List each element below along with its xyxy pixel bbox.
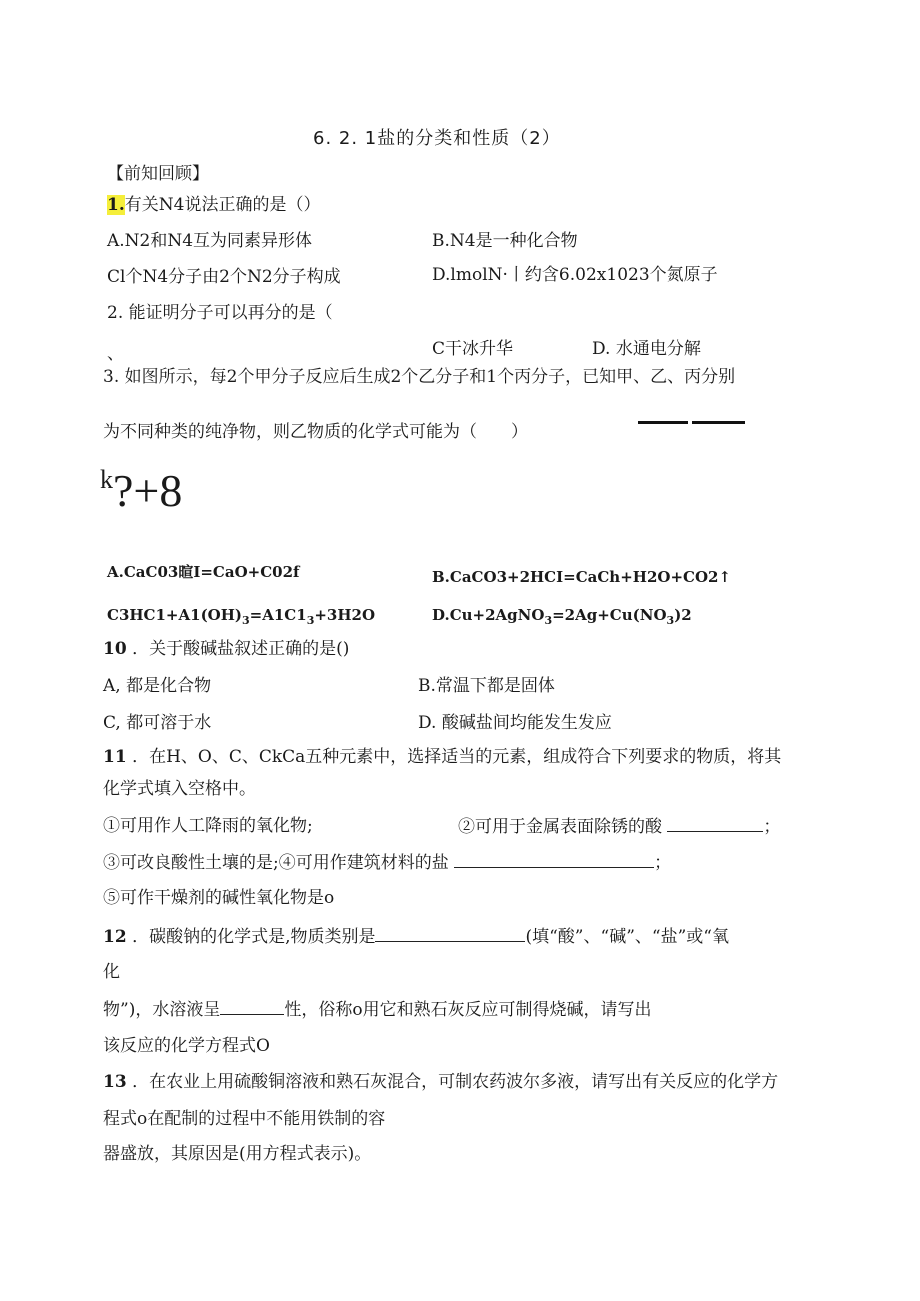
question-2-option-c: C干冰升华 bbox=[432, 339, 514, 359]
question-13-stem-line3: 器盛放，其原因是(用方程式表示)。 bbox=[103, 1144, 372, 1164]
question-12-text-end: (填“酸”、“碱”、“盐”或“氧 bbox=[525, 927, 729, 947]
question-10-option-a: A, 都是化合物 bbox=[103, 676, 212, 696]
option-d-main: D.Cu+2AgNO bbox=[432, 606, 545, 624]
question-10-option-b: B.常温下都是固体 bbox=[418, 676, 555, 696]
item-3-end: ； bbox=[654, 853, 672, 873]
question-2-option-d: D. 水通电分解 bbox=[592, 339, 701, 359]
question-12-text: ．碳酸钠的化学式是,物质类别是 bbox=[132, 927, 376, 947]
reaction-figure-text: ?+8 bbox=[113, 465, 183, 516]
q12-blank-category[interactable] bbox=[375, 925, 525, 942]
question-11-number: 11 bbox=[103, 747, 127, 767]
item-2-end: ； bbox=[763, 817, 781, 837]
question-3-option-d bbox=[432, 604, 692, 632]
question-3-option-b: B.CaCO3+2HCI=CaCh+H2O+CO2↑ bbox=[432, 568, 732, 586]
question-2-stem: 2. 能证明分子可以再分的是（ bbox=[107, 303, 333, 323]
page-title: 6. 2. 1盐的分类和性质（2） bbox=[313, 128, 561, 149]
option-c-main: C3HC1+A1(OH) bbox=[107, 606, 242, 624]
question-11-item-2 bbox=[458, 815, 780, 838]
question-10-stem bbox=[103, 638, 349, 660]
question-1-option-c: Cl个N4分子由2个N2分子构成 bbox=[107, 267, 341, 287]
question-3-option-c bbox=[107, 604, 375, 632]
question-11-item-1: ①可用作人工降雨的氧化物; bbox=[103, 816, 313, 836]
question-2-option-a: 、 bbox=[107, 344, 124, 364]
question-13-stem-line1 bbox=[103, 1071, 778, 1093]
question-11-item-5: ⑤可作干燥剂的碱性氧化物是o bbox=[103, 888, 335, 908]
question-11-text: ．在H、O、C、CkCa五种元素中，选择适当的元素，组成符合下列要求的物质，将其 bbox=[132, 747, 782, 767]
q12-line3-a: 物”)，水溶液呈 bbox=[103, 1000, 221, 1020]
question-10-text: ．关于酸碱盐叙述正确的是() bbox=[132, 639, 350, 659]
reaction-figure-sup: k bbox=[100, 465, 113, 494]
option-c-sub2: 3 bbox=[306, 614, 315, 627]
section-heading: 【前知回顾】 bbox=[107, 164, 209, 184]
reaction-figure bbox=[100, 455, 182, 516]
option-d-sub2: 3 bbox=[666, 614, 675, 627]
item-2-text: ②可用于金属表面除锈的酸 bbox=[458, 817, 662, 837]
item-3-text: ③可改良酸性土壤的是;④可用作建筑材料的盐 bbox=[103, 853, 449, 873]
option-d-mid: =2Ag+Cu(NO bbox=[552, 606, 667, 624]
question-12-line3 bbox=[103, 998, 652, 1021]
question-12-line4: 该反应的化学方程式O bbox=[103, 1036, 270, 1056]
question-12-stem-line1 bbox=[103, 925, 729, 948]
figure-dash-right bbox=[692, 421, 745, 424]
question-13-stem-line2: 程式o在配制的过程中不能用铁制的容 bbox=[103, 1109, 386, 1129]
item-2-blank[interactable] bbox=[667, 815, 763, 832]
question-11-stem-line1 bbox=[103, 746, 781, 768]
figure-dash-left bbox=[638, 421, 688, 424]
item-3-blank[interactable] bbox=[454, 851, 654, 868]
question-3-stem-line1: 3. 如图所示，每2个甲分子反应后生成2个乙分子和1个丙分子，已知甲、乙、丙分别 bbox=[103, 367, 736, 387]
question-1-option-d: D.lmolN·丨约含6.02x1023个氮原子 bbox=[432, 265, 718, 285]
question-12-line2: 化 bbox=[103, 962, 120, 982]
question-3-stem-line2: 为不同种类的纯净物，则乙物质的化学式可能为（ ） bbox=[103, 422, 528, 442]
option-d-sub: 3 bbox=[544, 614, 553, 627]
question-1-stem: 有关N4说法正确的是（） bbox=[124, 195, 321, 215]
question-12-number: 12 bbox=[103, 927, 127, 947]
q12-blank-property[interactable] bbox=[220, 998, 284, 1015]
question-11-item-3 bbox=[103, 851, 671, 874]
question-10-option-d: D. 酸碱盐间均能发生发应 bbox=[418, 713, 612, 733]
option-c-rest: =A1C1 bbox=[249, 606, 307, 624]
question-1-option-b: B.N4是一种化合物 bbox=[432, 231, 578, 251]
question-11-stem-line2: 化学式填入空格中。 bbox=[103, 779, 256, 799]
question-1-number: 1. bbox=[107, 195, 125, 215]
option-c-end: +3H2O bbox=[314, 606, 376, 624]
question-10-number: 10 bbox=[103, 639, 127, 659]
question-1-option-a: A.N2和N4互为同素异形体 bbox=[107, 231, 313, 251]
question-1 bbox=[107, 194, 320, 216]
question-3-option-a: A.CaC03暄I=CaO+C02f bbox=[107, 563, 300, 581]
q12-line3-b: 性，俗称o用它和熟石灰反应可制得烧碱，请写出 bbox=[284, 1000, 652, 1020]
question-13-text: ．在农业上用硫酸铜溶液和熟石灰混合，可制农药波尔多液，请写出有关反应的化学方 bbox=[132, 1072, 779, 1092]
option-d-end: )2 bbox=[674, 606, 692, 624]
option-c-sub: 3 bbox=[242, 614, 250, 627]
question-13-number: 13 bbox=[103, 1072, 127, 1092]
question-10-option-c: C, 都可溶于水 bbox=[103, 713, 212, 733]
